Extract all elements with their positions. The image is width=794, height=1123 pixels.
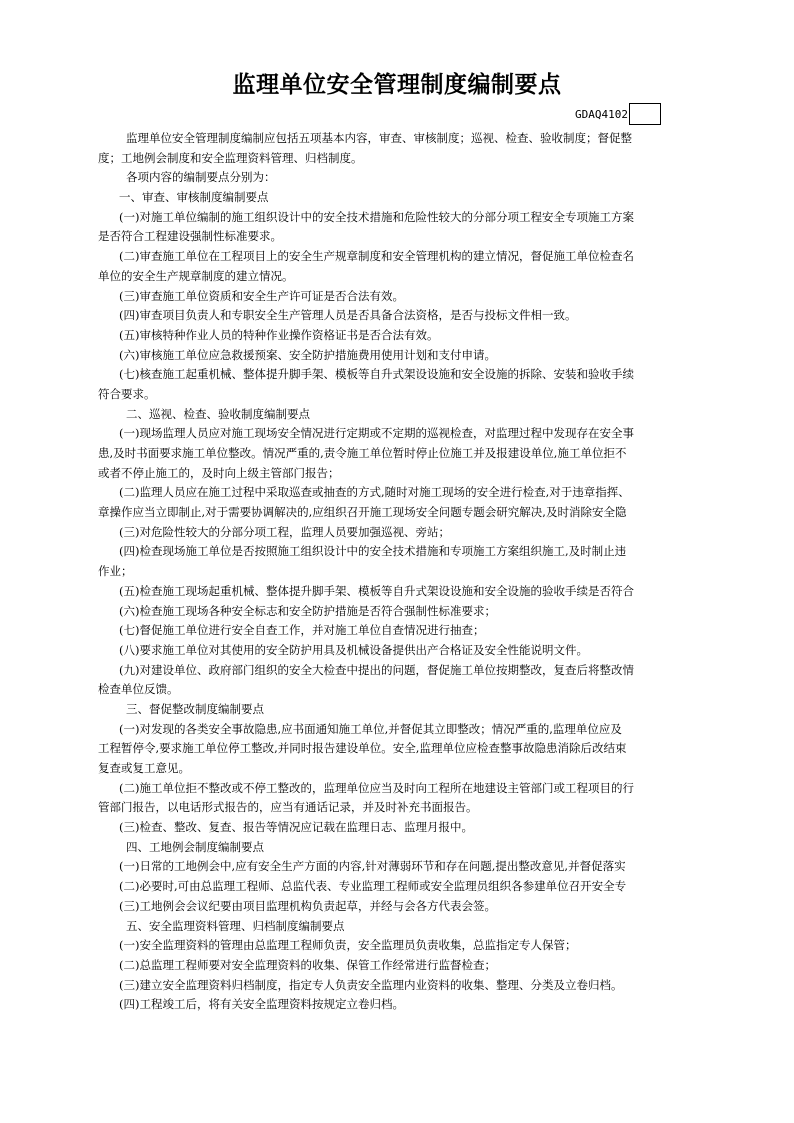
text-line: 作业； (98, 564, 133, 579)
text-line: (六)检查施工现场各种安全标志和安全防护措施是否符合强制性标准要求； (119, 603, 496, 618)
text-line: 监理单位安全管理制度编制应包括五项基本内容，审查、审核制度；巡视、检查、验收制度；督促整 (126, 131, 632, 145)
text-line: (一)日常的工地例会中,应有安全生产方面的内容,针对薄弱环节和存在问题,提出整改意见,并督促落实 (119, 859, 626, 874)
text-line: (三)工地例会会议纪要由项目监理机构负责起草，并经与会各方代表会签。 (119, 898, 496, 913)
document-code-row (575, 103, 661, 125)
text-line: 一、审查、审核制度编制要点 (119, 190, 269, 205)
text-line: (三)检查、整改、复查、报告等情况应记载在监理日志、监理月报中。 (119, 820, 473, 835)
text-line: 或者不停止施工的，及时向上级主管部门报告； (98, 465, 340, 480)
text-line: 度；工地例会制度和安全监理资料管理、归档制度。 (98, 150, 363, 165)
text-line: (一)对施工单位编制的施工组织设计中的安全技术措施和危险性较大的分部分项工程安全专项施工方案 (119, 209, 634, 224)
text-line: (四)审查项目负责人和专职安全生产管理人员是否具备合法资格，是否与投标文件相一致。 (119, 308, 577, 323)
text-line: (八)要求施工单位对其使用的安全防护用具及机械设备提供出产合格证及安全性能说明文件。 (119, 642, 588, 657)
text-line: (三)审查施工单位资质和安全生产许可证是否合法有效。 (119, 288, 404, 303)
text-line: 三、督促整改制度编制要点 (126, 701, 264, 716)
text-line: (二)总监理工程师要对安全监理资料的收集、保管工作经常进行监督检查； (119, 957, 496, 972)
text-line: (二)监理人员应在施工过程中采取巡查或抽查的方式,随时对施工现场的安全进行检查,对于违章指挥、 (119, 485, 630, 500)
text-line: (一)安全监理资料的管理由总监理工程师负责，安全监理员负责收集，总监指定专人保管； (119, 938, 577, 953)
text-line: 符合要求。 (98, 386, 156, 401)
text-line: 患,及时书面要求施工单位整改。情况严重的,责令施工单位暂时停止位施工并及报建设单位,施工单位拒不 (98, 446, 627, 460)
text-line: (七)核查施工起重机械、整体提升脚手架、模板等自升式架设设施和安全设施的拆除、安装和验收手续 (119, 367, 634, 382)
text-line: (一)现场监理人员应对施工现场安全情况进行定期或不定期的巡视检查，对监理过程中发现存在安全事 (119, 426, 634, 441)
text-line: 单位的安全生产规章制度的建立情况。 (98, 268, 294, 283)
text-line: (一)对发现的各类安全事故隐患,应书面通知施工单位,并督促其立即整改；情况严重的,监理单位应及 (119, 721, 622, 736)
text-line: (二)施工单位拒不整改或不停工整改的，监理单位应当及时向工程所在地建设主管部门或工程项目的行 (119, 780, 634, 795)
text-line: 五、安全监理资料管理、归档制度编制要点 (126, 918, 345, 933)
text-line: (五)审核特种作业人员的特种作业操作资格证书是否合法有效。 (119, 327, 439, 342)
document-title: 监理单位安全管理制度编制要点 (232, 72, 562, 98)
text-line: (六)审核施工单位应急救援预案、安全防护措施费用使用计划和支付申请。 (119, 347, 496, 362)
text-line: 是否符合工程建设强制性标准要求。 (98, 229, 282, 244)
text-line: 管部门报告，以电话形式报告的，应当有通话记录，并及时补充书面报告。 (98, 800, 478, 815)
text-line: 工程暂停令,要求施工单位停工整改,并同时报告建设单位。安全,监理单位应检查整事故隐患消除后改结束 (98, 741, 627, 756)
text-line: 各项内容的编制要点分别为： (126, 170, 276, 185)
text-line: (七)督促施工单位进行安全自查工作，并对施工单位自查情况进行抽查； (119, 623, 485, 638)
text-line: (三)对危险性较大的分部分项工程，监理人员要加强巡视、旁站； (119, 524, 450, 539)
text-line: 复查或复工意见。 (98, 761, 190, 775)
text-line: (二)审查施工单位在工程项目上的安全生产规章制度和安全管理机构的建立情况，督促施工单位检查名 (119, 249, 634, 264)
document-body (98, 129, 712, 1015)
text-line: 章操作应当立即制止,对于需要协调解决的,应组织召开施工现场安全问题专题会研究解决,及时消除安全隐 (98, 505, 627, 520)
text-line: (三)建立安全监理资料归档制度，指定专人负责安全监理内业资料的收集、整理、分类及立卷归档。 (119, 977, 623, 992)
text-line: (五)检查施工现场起重机械、整体提升脚手架、模板等自升式架设设施和安全设施的验收手续是否符合 (119, 583, 634, 598)
text-line: (二)必要时,可由总监理工程师、总监代表、专业监理工程师或安全监理员组织各参建单位召开安全专 (119, 879, 627, 894)
text-line: (九)对建设单位、政府部门组织的安全大检查中提出的问题，督促施工单位按期整改，复查后将整改情 (119, 662, 634, 677)
text-line: 四、工地例会制度编制要点 (126, 839, 264, 854)
text-line: (四)检查现场施工单位是否按照施工组织设计中的安全技术措施和专项施工方案组织施工,及时制止违 (119, 544, 627, 559)
document-code: GDAQ4102 (575, 107, 628, 121)
text-line: (四)工程竣工后，将有关安全监理资料按规定立卷归档。 (119, 997, 404, 1012)
code-input-box (629, 103, 661, 125)
text-line: 检查单位反馈。 (98, 682, 179, 697)
text-line: 二、巡视、检查、验收制度编制要点 (126, 406, 310, 421)
